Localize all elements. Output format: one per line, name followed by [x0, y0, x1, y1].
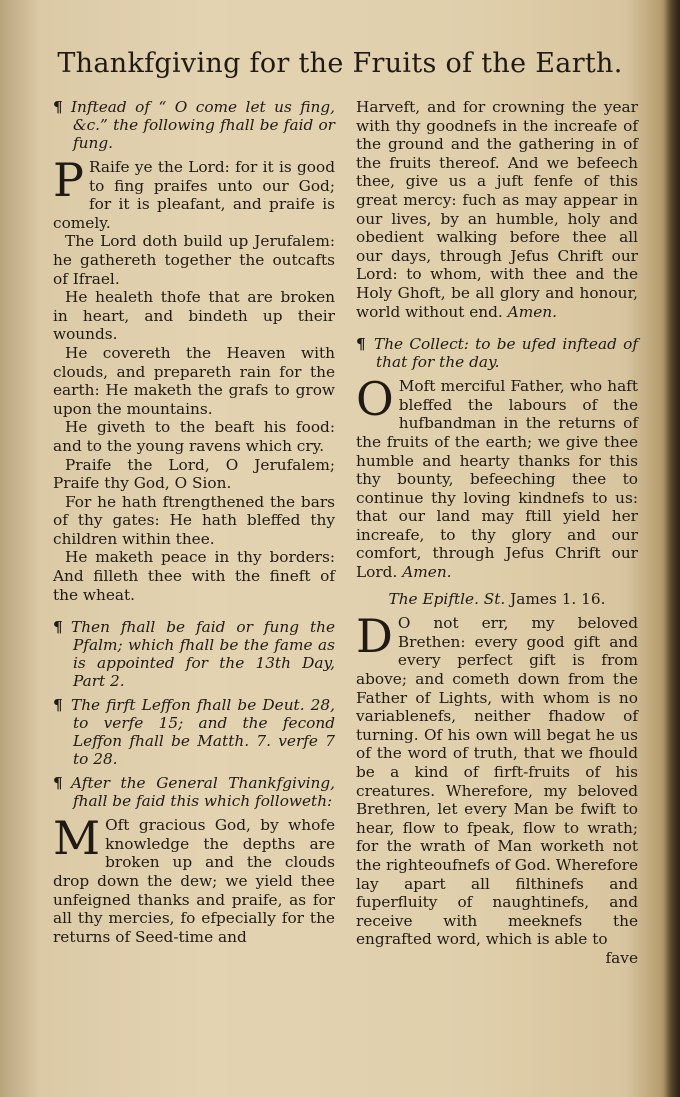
amen: Amen. [507, 302, 557, 321]
drop-cap: D [356, 609, 393, 664]
collect-heading: ¶ The Collect: to be ufed inftead of that for the day. [356, 335, 638, 372]
rubric-lessons: ¶ The firft Leffon fhall be Deut. 28, to verfe 15; and the fecond Leffon fhall be Matth. 7. verfe 7 to 28. [53, 696, 335, 769]
drop-cap: M [53, 811, 101, 866]
psalm-verse: He healeth thofe that are broken in heart, and bindeth up their wounds. [53, 288, 335, 344]
psalm-verse: The Lord doth build up Jerufalem: he gathereth together the outcafts of Ifrael. [53, 232, 335, 288]
left-column [53, 98, 335, 946]
drop-cap: P [53, 153, 84, 207]
pilcrow-icon: ¶ [356, 335, 366, 354]
collect-text: O Moft merciful Father, who haft bleffed the labours of the hufbandman in the returns of the fruits of the earth; we give thee humble and hearty thanks for this thy bounty, befeeching thee to continue thy loving kindnefs to us: that our land may ftill yield her increafe, to thy glory and our comfort, through Jefus Chrift our Lord. Amen. [356, 372, 638, 582]
psalm-verse: He maketh peace in thy borders: And filleth thee with the fineft of the wheat. [53, 548, 335, 604]
epistle-heading: The Epiftle. St. James 1. 16. [388, 589, 606, 608]
prayer-text: M Oft gracious God, by whofe knowledge the depths are broken up and the clouds drop down the dew; we yield thee unfeigned thanks and praife, as for all thy mercies, fo efpecially for the returns of Seed-time and [53, 811, 335, 946]
epistle-text: D O not err, my beloved Brethen: every good gift and every perfect gift is from above; and cometh down from the Father of Lights, with whom is no variablenefs, neither fhadow of turning. Of his own will begat he us of the word of truth, that we fhould be a kind of firft-fruits of his creatures. Wherefore, my beloved Brethren, let every Man be fwift to hear, flow to fpeak, flow to wrath; for the wrath of Man worketh not the righteoufnefs of God. Wherefore lay apart all filthinefs and fuperfluity of naughtinefs, and receive with meeknefs the engrafted word, which is able to [356, 609, 638, 949]
psalm-verse: Praife the Lord, O Jerufalem; Praife thy God, O Sion. [53, 455, 335, 493]
rubric-psalm: ¶ Then fhall be faid or fung the Pfalm; which fhall be the fame as is appointed for the 13th Day, Part 2. [53, 618, 335, 691]
amen: Amen. [402, 563, 452, 582]
rubric-thanksgiving: ¶ After the General Thankfgiving, fhall be faid this which followeth: [53, 774, 335, 811]
psalm-verse: For he hath ftrengthened the bars of thy gates: He hath bleffed thy children within thee. [53, 492, 335, 548]
page-title: Thankfgiving for the Fruits of the Earth. [57, 48, 623, 79]
pilcrow-icon: ¶ [53, 98, 63, 116]
rubric-invitatory: ¶ Inftead of “ O come let us fing, &c.” the following fhall be faid or fung. [53, 98, 335, 152]
prayer-continuation: Harveft, and for crowning the year with thy goodnefs in the increafe of the ground and the gathering in of the fruits thereof. And we befeech thee, give us a juft fenfe of this great mercy: fuch as may appear in our lives, by an humble, holy and obedient walking before thee all our days, through Jefus Chrift our Lord: to whom, with thee and the Holy Ghoft, be all glory and honour, world without end. Amen. [356, 98, 638, 321]
psalm-verse: He covereth the Heaven with clouds, and prepareth rain for the earth: He maketh the grafs to grow upon the mountains. [53, 343, 335, 418]
catchword: fave [605, 948, 638, 967]
psalm-verse: He giveth to the beaft his food: and to the young ravens which cry. [53, 418, 335, 455]
book-spine-shadow [664, 0, 680, 1097]
pilcrow-icon: ¶ [53, 774, 63, 793]
pilcrow-icon: ¶ [53, 696, 63, 715]
drop-cap: O [356, 372, 394, 427]
psalm-verse: P Raife ye the Lord: for it is good to fing praifes unto our God; for it is pleafant, and praife is comely. [53, 153, 335, 232]
right-column [356, 98, 638, 968]
pilcrow-icon: ¶ [53, 618, 63, 637]
